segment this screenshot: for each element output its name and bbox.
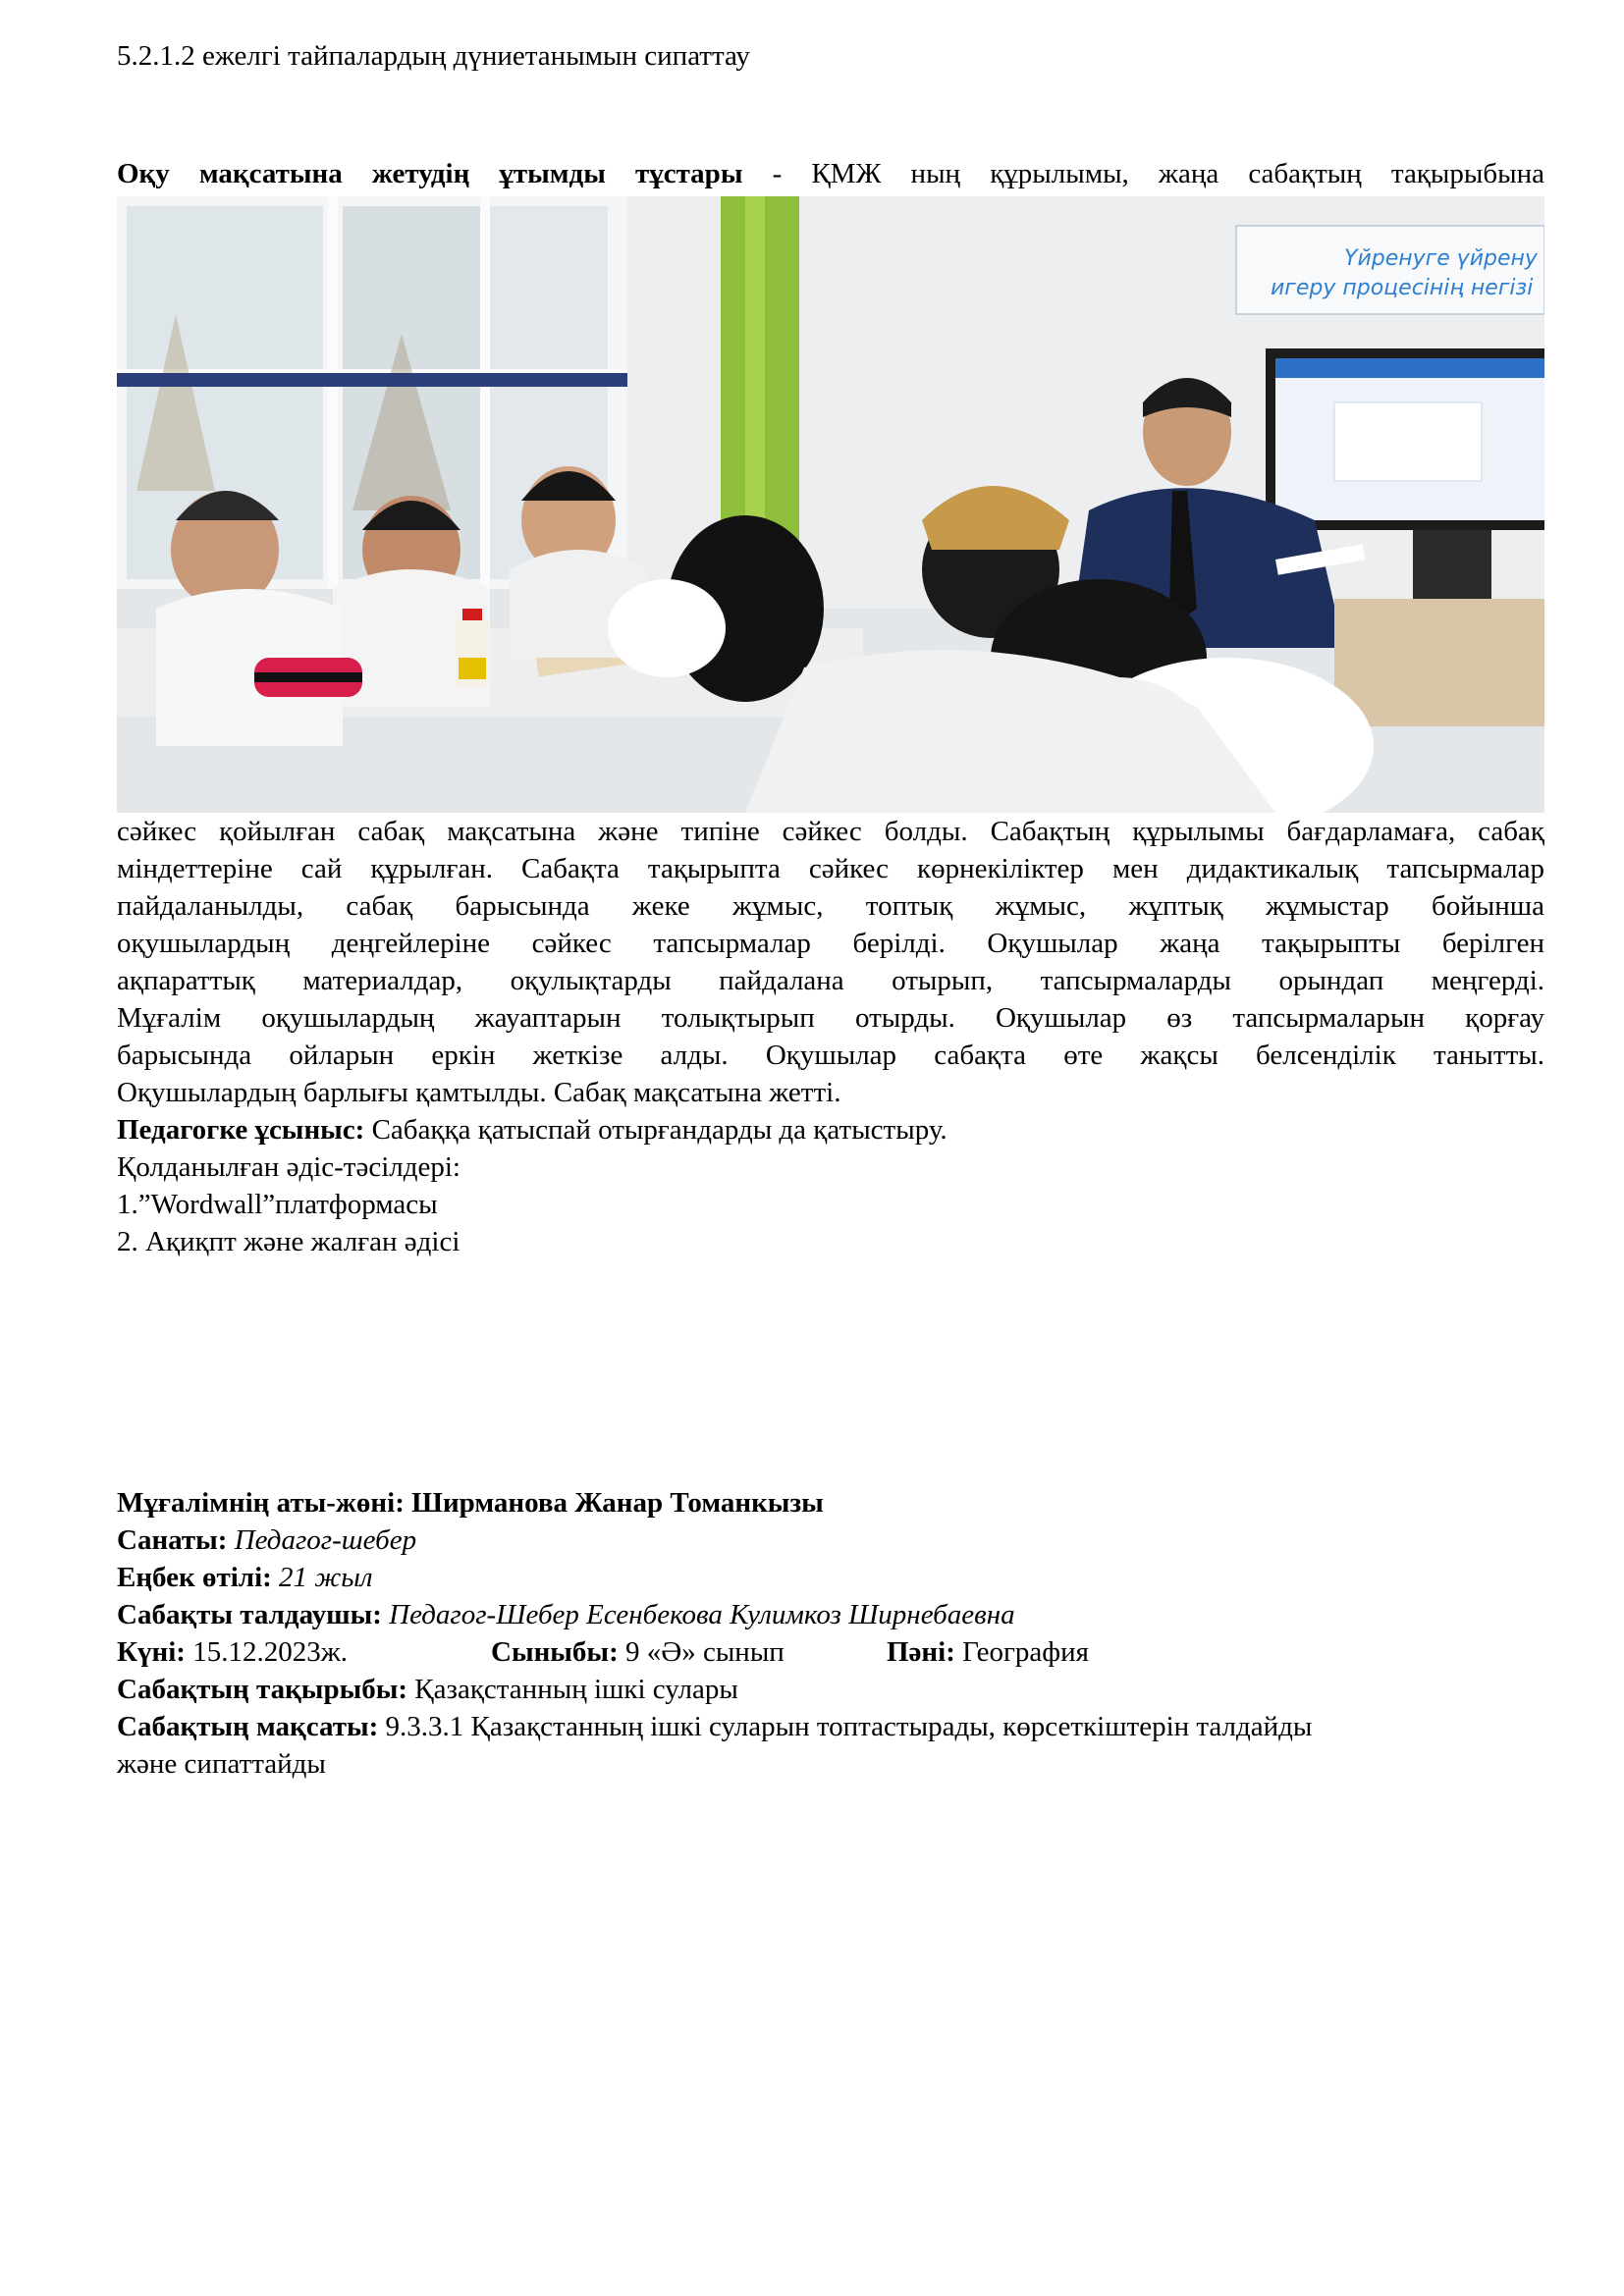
topic-label: Сабақтың тақырыбы: <box>117 1674 408 1705</box>
category-label: Санаты: <box>117 1524 228 1556</box>
experience-value: 21 жыл <box>271 1562 373 1593</box>
strengths-heading: Оқу мақсатына жетудің ұтымды тұстары <box>117 158 743 189</box>
date-label: Күні: <box>117 1636 186 1668</box>
class-line <box>491 1633 785 1671</box>
teacher-label: Мұғалімнің аты-жөні: <box>117 1487 405 1519</box>
strengths-first-line-text: - ҚМЖ ның құрылымы, жаңа сабақтың тақырыбына <box>742 158 1545 189</box>
subject-line <box>887 1633 1089 1671</box>
teacher-name-line <box>117 1484 824 1522</box>
goal-value-line1: 9.3.3.1 Қазақстанның ішкі суларын топтастырады, көрсеткіштерін талдайды <box>378 1711 1313 1742</box>
recommendation-text: Сабаққа қатыспай отырғандарды да қатыстыру. <box>364 1114 947 1146</box>
date-value: 15.12.2023ж. <box>185 1636 348 1668</box>
category-value: Педагог-шебер <box>227 1524 417 1556</box>
analyst-line <box>117 1596 1015 1633</box>
methods-heading: Қолданылған әдіс-тәсілдері: <box>117 1151 460 1183</box>
goal-line-continuation: және сипаттайды <box>117 1748 326 1780</box>
poster-line1-text: Үйренуге үйрену <box>1344 246 1538 271</box>
strengths-first-line <box>117 155 1544 192</box>
class-value: 9 «Ә» сынып <box>618 1636 785 1668</box>
category-line <box>117 1522 416 1559</box>
teacher-value: Ширманова Жанар Томанкызы <box>404 1487 824 1519</box>
date-line <box>117 1633 348 1671</box>
recommendation-line <box>117 1111 947 1148</box>
experience-label: Еңбек өтілі: <box>117 1562 272 1593</box>
topic-line <box>117 1671 738 1708</box>
classroom-photo <box>117 196 1544 813</box>
paragraph-line: сәйкес қойылған сабақ мақсатына және типіне сәйкес болды. Сабақтың құрылымы бағдарламаға, сабақ <box>117 816 1544 847</box>
paragraph-line: барысында ойларын еркін жеткізе алды. Оқушылар сабақта өте жақсы белсенділік танытты. <box>117 1040 1544 1071</box>
experience-line <box>117 1559 373 1596</box>
methods-item: 2. Ақиқпт және жалған әдісі <box>117 1226 460 1257</box>
goal-line <box>117 1708 1312 1745</box>
paragraph-line: Оқушылардың барлығы қамтылды. Сабақ мақсатына жетті. <box>117 1077 841 1108</box>
recommendation-label: Педагогке ұсыныс: <box>117 1114 365 1146</box>
topic-value: Қазақстанның ішкі сулары <box>407 1674 738 1705</box>
analyst-label: Сабақты талдаушы: <box>117 1599 382 1630</box>
poster-line2-text: игеру процесінің негізі <box>1271 276 1534 300</box>
subject-value: География <box>954 1636 1089 1668</box>
analyst-value: Педагог-Шебер Есенбекова Кулимкоз Ширнебаевна <box>381 1599 1015 1630</box>
objective-line: 5.2.1.2 ежелгі тайпалардың дүниетанымын сипаттау <box>117 40 750 72</box>
paragraph-line: міндеттеріне сай құрылған. Сабақта тақырыпта сәйкес көрнекіліктер мен дидактикалық тапсырмалар <box>117 853 1544 884</box>
paragraph-line: оқушылардың деңгейлеріне сәйкес тапсырмалар берілді. Оқушылар жаңа тақырыпты берілген <box>117 928 1544 959</box>
class-label: Сыныбы: <box>491 1636 619 1668</box>
paragraph-line: Мұғалім оқушылардың жауаптарын толықтырып отырды. Оқушылар өз тапсырмаларын қорғау <box>117 1002 1544 1034</box>
methods-item: 1.”Wordwall”платформасы <box>117 1189 438 1220</box>
subject-label: Пәні: <box>887 1636 955 1668</box>
paragraph-line: ақпараттық материалдар, оқулықтарды пайдалана отырып, тапсырмаларды орындап меңгерді. <box>117 965 1544 996</box>
goal-label: Сабақтың мақсаты: <box>117 1711 379 1742</box>
paragraph-line: пайдаланылды, сабақ барысында жеке жұмыс, топтық жұмыс, жұптық жұмыстар бойынша <box>117 890 1544 922</box>
strengths-paragraph <box>117 813 1544 1111</box>
